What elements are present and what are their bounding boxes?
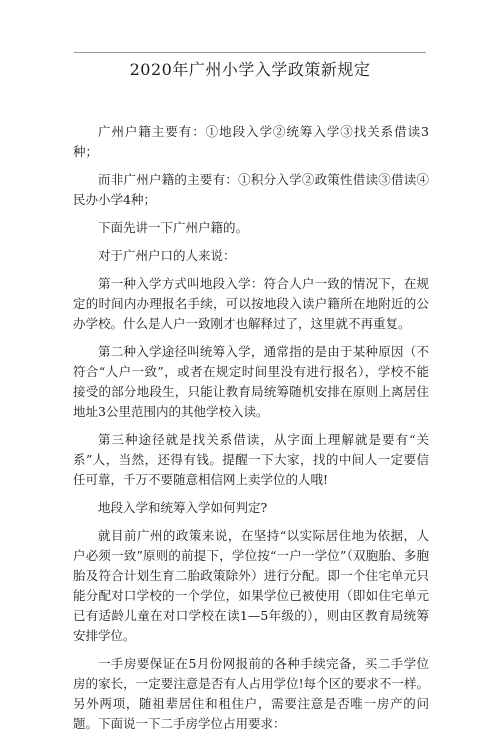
paragraph-hukou-types: 广州户籍主要有：①地段入学②统筹入学③找关系借读3种； xyxy=(73,124,429,159)
paragraph-question: 地段入学和统筹入学如何判定? xyxy=(98,500,268,515)
paragraph-intro: 下面先讲一下广州户籍的。 xyxy=(98,220,249,235)
paragraph-district-enrollment: 第一种入学方式叫地段入学：符合人户一致的情况下，在规定的时间内办理报名手续，可以按地段入读户籍所在地附近的公办学校。什么是人户一致刚才也解释过了，这里就不再重复。 xyxy=(73,276,429,331)
header-rule xyxy=(74,52,426,53)
paragraph-relationship-enrollment: 第三种途径就是找关系借读，从字面上理解就是要有“关系”人，当然，还得有钱。提醒一下大家，找的中间人一定要信任可靠，千万不要随意相信网上卖学位的人哦! xyxy=(73,432,429,487)
document-body xyxy=(73,122,429,742)
document-title: 2020年广州小学入学政策新规定 xyxy=(129,60,371,79)
paragraph-for-hukou: 对于广州户口的人来说： xyxy=(98,248,236,263)
paragraph-current-policy: 就目前广州的政策来说，在坚持“以实际居住地为依据，人户必须一致”原则的前提下，学位按“一户一学位”（双胞胎、多胞胎及符合计划生育二胎政策除外）进行分配。即一个住宅单元只能分配对口学校的一个学位，如果学位已被使用（即如住宅单元已有适龄儿童在对口学校在读1—5年级的），则由区教育局统筹安排学位。 xyxy=(73,528,429,643)
paragraph-non-hukou-types: 而非广州户籍的主要有：①积分入学②政策性借读③借读④民办小学4种； xyxy=(73,172,429,207)
paragraph-housing-requirements: 一手房要保证在5月份网报前的各种手续完备，买二手学位房的家长，一定要注意是否有人占用学位!每个区的要求不一样。另外两项，随祖辈居住和租住户，需要注意是否唯一房产的问题。下面说一下二手房学位占用要求： xyxy=(73,656,429,731)
paragraph-coordinated-enrollment: 第二种入学途径叫统筹入学，通常指的是由于某种原因（不符合“人户一致”，或者在规定时间里没有进行报名），学校不能接受的部分地段生，只能让教育局统筹随机安排在原则上离居住地址3公里范围内的其他学校入读。 xyxy=(73,344,429,419)
